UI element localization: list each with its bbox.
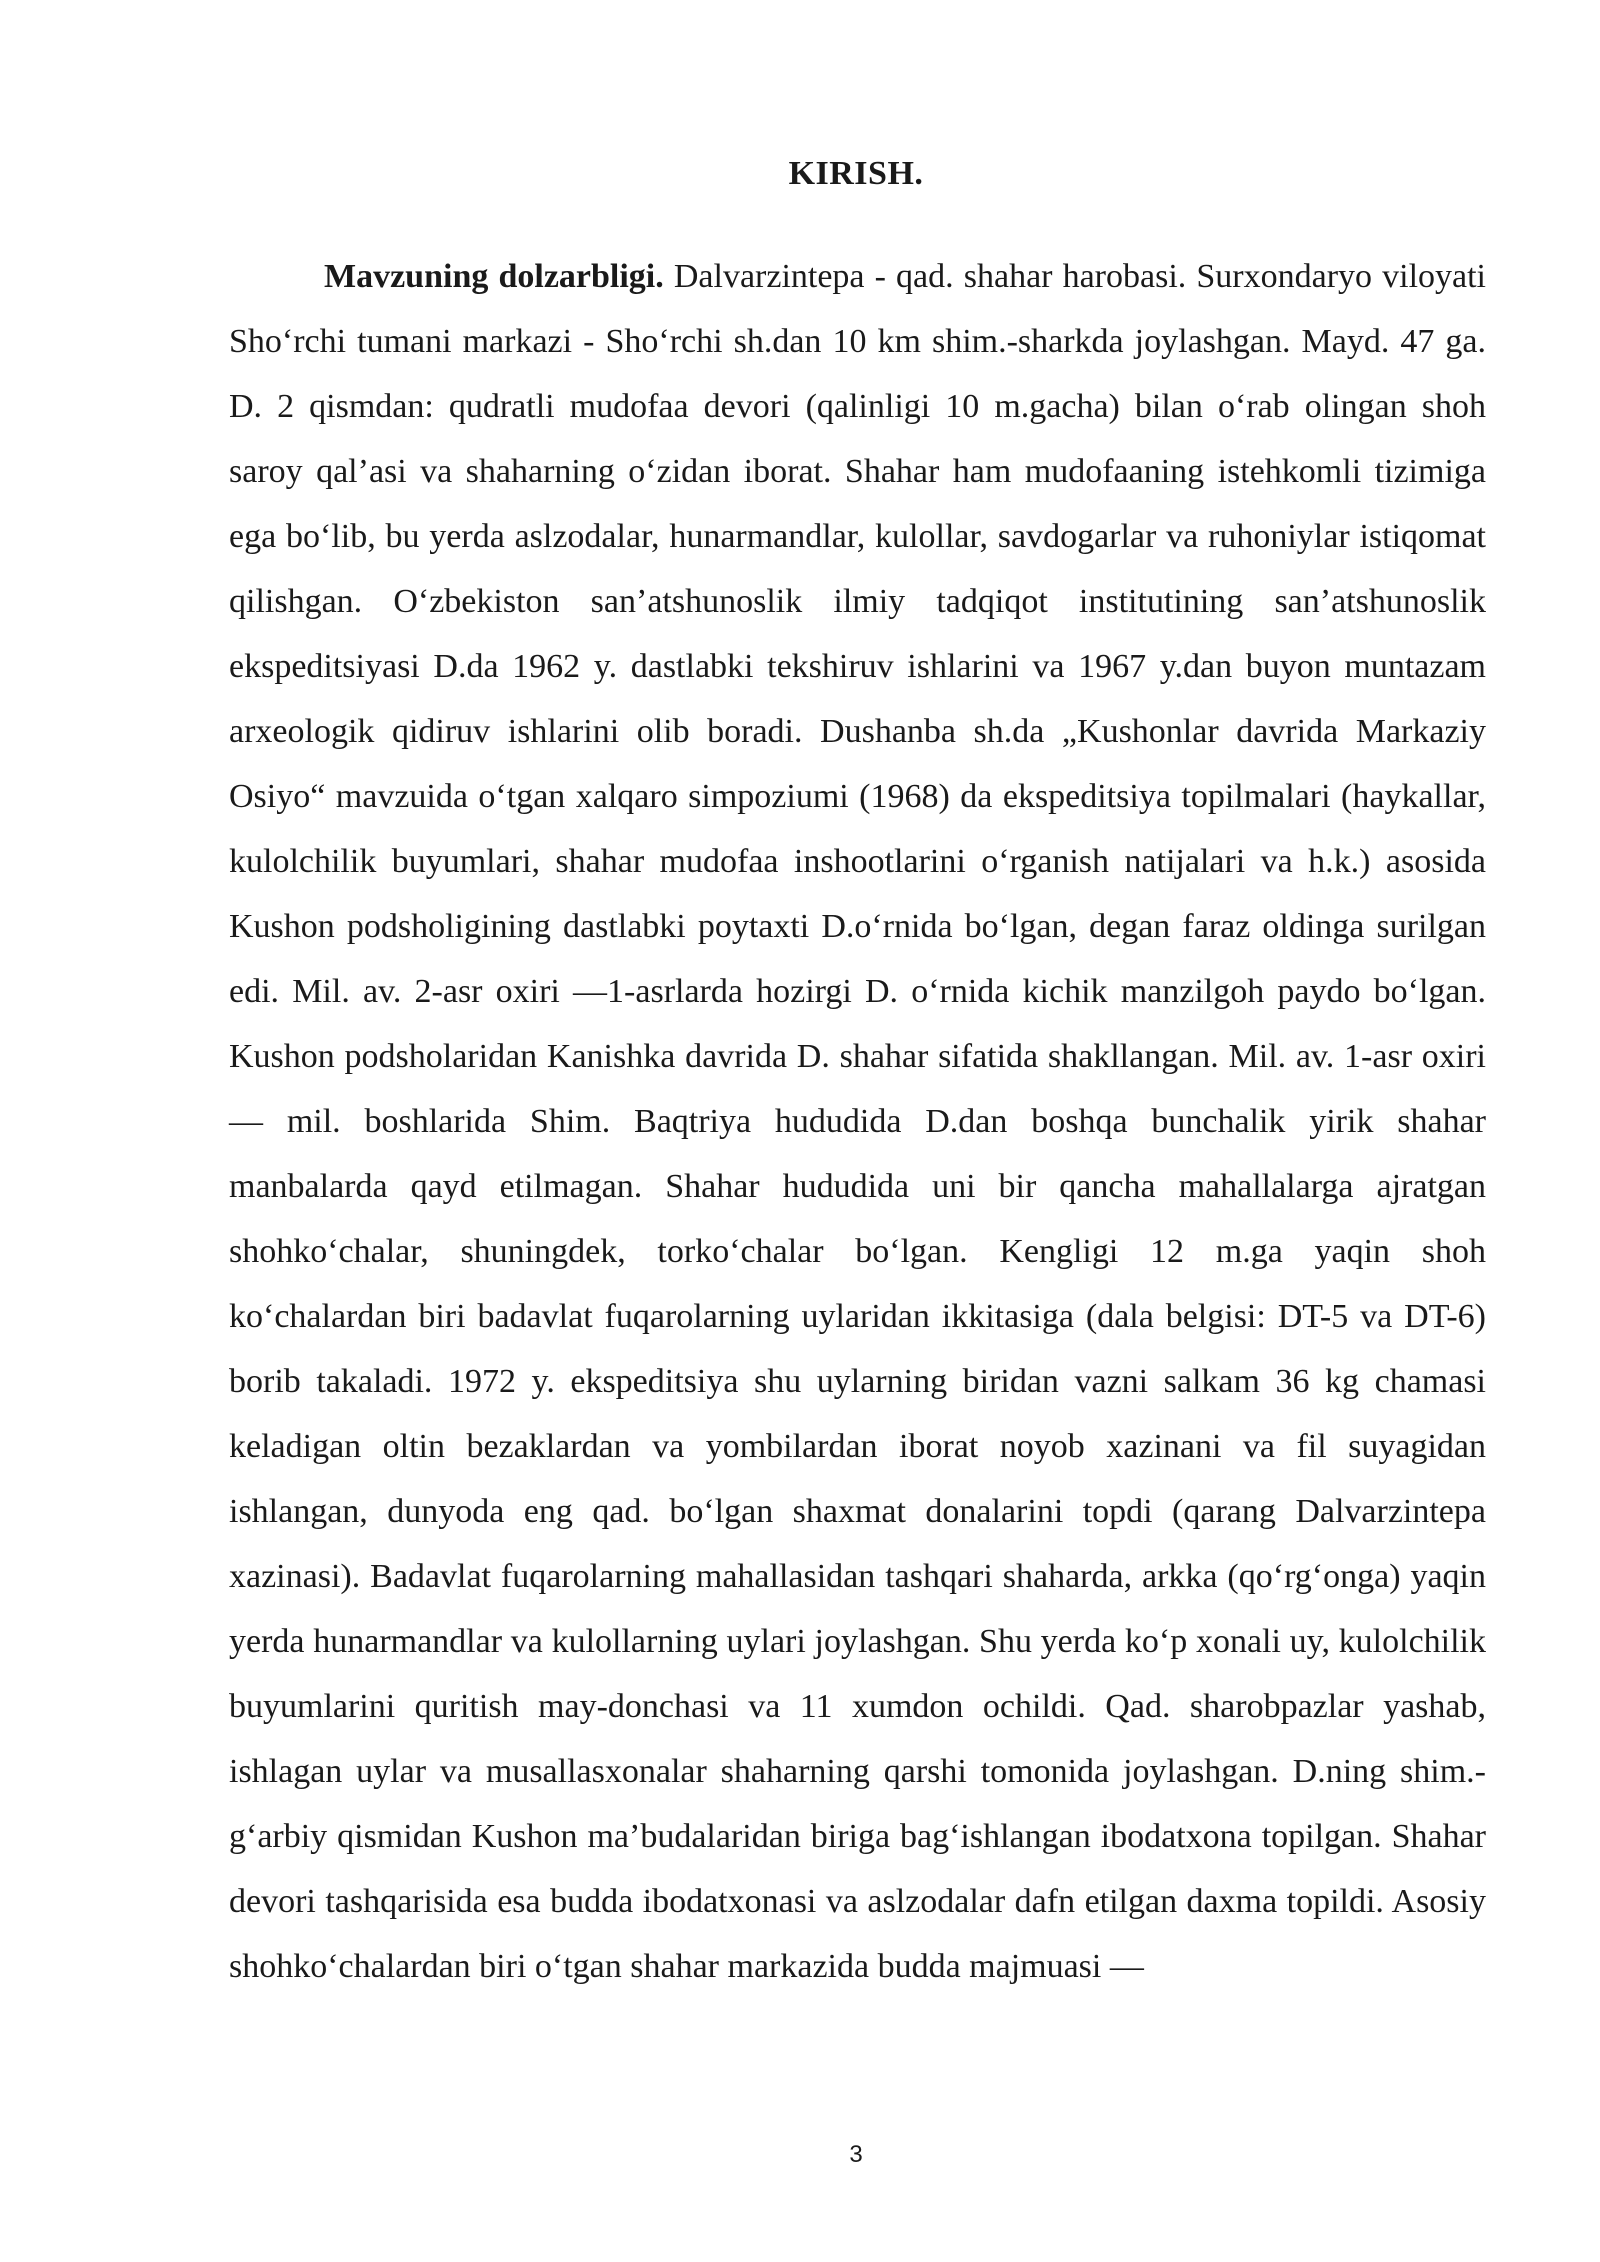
body-paragraph bbox=[229, 244, 1486, 1999]
paragraph-text: Dalvarzintepa - qad. shahar harobasi. Surxondaryo viloyati Sho‘rchi tumani markazi - Sho‘rchi sh.dan 10 km shim.-sharkda joylashgan. Mayd. 47 ga. D. 2 qismdan: qudratli mudofaa devori (qalinligi 10 m.gacha) bilan o‘rab olingan shoh saroy qal’asi va shaharning o‘zidan iborat. Shahar ham mudofaaning istehkomli tizimiga ega bo‘lib, bu yerda aslzodalar, hunarmandlar, kulollar, savdogarlar va ruhoniylar istiqomat qilishgan. O‘zbekiston san’atshunoslik ilmiy tadqiqot institutining san’atshunoslik ekspeditsiyasi D.da 1962 y. dastlabki tekshiruv ishlarini va 1967 y.dan buyon muntazam arxeologik qidiruv ishlarini olib boradi. Dushanba sh.da „Kushonlar davrida Markaziy Osiyo“ mavzuida o‘tgan xalqaro simpoziumi (1968) da ekspeditsiya topilmalari (haykallar, kulolchilik buyumlari, shahar mudofaa inshootlarini o‘rganish natijalari va h.k.) asosida Kushon podsholigining dastlabki poytaxti D.o‘rnida bo‘lgan, degan faraz oldinga surilgan edi. Mil. av. 2-asr oxiri —1-asrlarda hozirgi D. o‘rnida kichik manzilgoh paydo bo‘lgan. Kushon podsholaridan Kanishka davrida D. shahar sifatida shakllangan. Mil. av. 1-asr oxiri — mil. boshlarida Shim. Baqtriya hududida D.dan boshqa bunchalik yirik shahar manbalarda qayd etilmagan. Shahar hududida uni bir qancha mahallalarga ajratgan shohko‘chalar, shuningdek, torko‘chalar bo‘lgan. Kengligi 12 m.ga yaqin shoh ko‘chalardan biri badavlat fuqarolarning uylaridan ikkitasiga (dala belgisi: DT-5 va DT-6) borib takaladi. 1972 y. ekspeditsiya shu uylarning biridan vazni salkam 36 kg chamasi keladigan oltin bezaklardan va yombilardan iborat noyob xazinani va fil suyagidan ishlangan, dunyoda eng qad. bo‘lgan shaxmat donalarini topdi (qarang Dalvarzintepa xazinasi). Badavlat fuqarolarning mahallasidan tashqari shaharda, arkka (qo‘rg‘onga) yaqin yerda hunarmandlar va kulollarning uylari joylashgan. Shu yerda ko‘p xonali uy, kulolchilik buyumlarini quritish may-donchasi va 11 xumdon ochildi. Qad. sharobpazlar yashab, ishlagan uylar va musallasxonalar shaharning qarshi tomonida joylashgan. D.ning shim.-g‘arbiy qismidan Kushon ma’budalaridan biriga bag‘ishlangan ibodatxona topilgan. Shahar devori tashqarisida esa budda ibodatxonasi va aslzodalar dafn etilgan daxma topildi. Asosiy shohko‘chalardan biri o‘tgan shahar markazida budda majmuasi — bbox=[229, 258, 1486, 1985]
page-title: KIRISH. bbox=[788, 155, 924, 192]
lead-heading: Mavzuning dolzarbligi. bbox=[324, 258, 664, 295]
page-number: 3 bbox=[849, 2141, 863, 2168]
